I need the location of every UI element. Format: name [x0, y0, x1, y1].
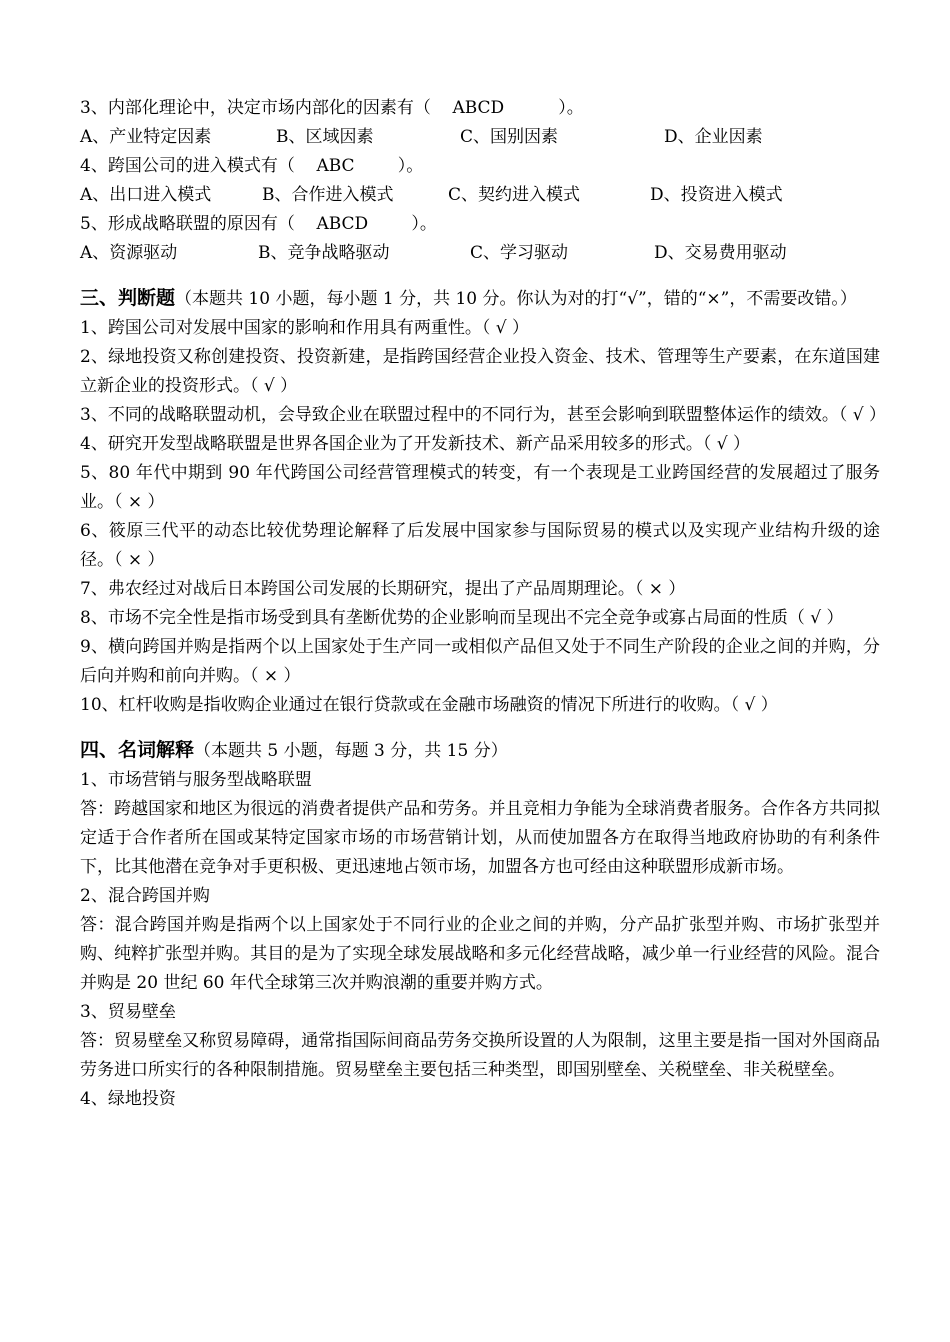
mc-option: B、竞争战略驱动	[258, 243, 390, 263]
mc-options	[80, 239, 880, 268]
mc-option: C、国别因素	[460, 127, 559, 147]
terms-section	[80, 736, 880, 1114]
mc-option: B、区域因素	[276, 127, 374, 147]
tf-item: 10、杠杆收购是指收购企业通过在银行贷款或在金融市场融资的情况下所进行的收购。（ √ ）	[80, 695, 778, 715]
tf-item: 8、市场不完全性是指市场受到具有垄断优势的企业影响而呈现出不完全竞争或寡占局面的性质（ √ ）	[80, 608, 844, 628]
mc-question: 4、跨国公司的进入模式有（ ABC ）。	[80, 156, 424, 176]
tf-item: 5、80 年代中期到 90 年代跨国公司经营管理模式的转变，有一个表现是工业跨国经营的发展超过了服务业。（ × ）	[80, 463, 880, 512]
section-heading: 三、判断题（本题共 10 小题，每小题 1 分，共 10 分。你认为对的打“√”，错的“×”，不需要改错。）	[80, 287, 857, 309]
section-heading: 四、名词解释（本题共 5 小题，每题 3 分，共 15 分）	[80, 739, 508, 761]
exam-page	[80, 94, 886, 1114]
term-answer: 答：混合跨国并购是指两个以上国家处于不同行业的企业之间的并购，分产品扩张型并购、市场扩张型并购、纯粹扩张型并购。其目的是为了实现全球发展战略和多元化经营战略，减少单一行业经营的风险。混合并购是 20 世纪 60 年代全球第三次并购浪潮的重要并购方式。	[80, 915, 880, 993]
mc-option: D、交易费用驱动	[654, 243, 787, 263]
tf-item: 7、弗农经过对战后日本跨国公司发展的长期研究，提出了产品周期理论。（ × ）	[80, 579, 686, 599]
term-answer: 答：跨越国家和地区为很远的消费者提供产品和劳务。并且竞相力争能为全球消费者服务。合作各方共同拟定适于合作者所在国或某特定国家市场的市场营销计划，从而使加盟各方在取得当地政府协助的有利条件下，比其他潜在竞争对手更积极、更迅速地占领市场，加盟各方也可经由这种联盟形成新市场。	[80, 799, 880, 877]
multiple-choice-section	[80, 94, 880, 268]
mc-option: C、契约进入模式	[448, 185, 581, 205]
term-title: 2、混合跨国并购	[80, 886, 210, 906]
mc-options	[80, 123, 880, 152]
mc-question: 3、内部化理论中，决定市场内部化的因素有（ ABCD ）。	[80, 98, 584, 118]
mc-option: A、出口进入模式	[80, 185, 212, 205]
tf-item: 9、横向跨国并购是指两个以上国家处于生产同一或相似产品但又处于不同生产阶段的企业之间的并购，分后向并购和前向并购。（ × ）	[80, 637, 880, 686]
mc-question: 5、形成战略联盟的原因有（ ABCD ）。	[80, 214, 437, 234]
term-title: 4、绿地投资	[80, 1089, 176, 1109]
term-title: 3、贸易壁垒	[80, 1002, 176, 1022]
term-title: 1、市场营销与服务型战略联盟	[80, 770, 312, 790]
tf-item: 6、筱原三代平的动态比较优势理论解释了后发展中国家参与国际贸易的模式以及实现产业结构升级的途径。（ × ）	[80, 521, 880, 570]
mc-option: B、合作进入模式	[262, 185, 394, 205]
tf-item: 1、跨国公司对发展中国家的影响和作用具有两重性。（ √ ）	[80, 318, 529, 338]
tf-item: 4、研究开发型战略联盟是世界各国企业为了开发新技术、新产品采用较多的形式。（ √ ）	[80, 434, 750, 454]
mc-option: A、资源驱动	[80, 243, 178, 263]
mc-options	[80, 181, 880, 210]
mc-option: A、产业特定因素	[80, 127, 212, 147]
mc-option: D、投资进入模式	[650, 185, 783, 205]
tf-item: 3、不同的战略联盟动机，会导致企业在联盟过程中的不同行为，甚至会影响到联盟整体运作的绩效。（ √ ）	[80, 405, 886, 425]
mc-option: C、学习驱动	[470, 243, 569, 263]
true-false-section	[80, 284, 886, 720]
mc-option: D、企业因素	[664, 127, 763, 147]
term-answer: 答：贸易壁垒又称贸易障碍，通常指国际间商品劳务交换所设置的人为限制，这里主要是指一国对外国商品劳务进口所实行的各种限制措施。贸易壁垒主要包括三种类型，即国别壁垒、关税壁垒、非关税壁垒。	[80, 1031, 880, 1080]
tf-item: 2、绿地投资又称创建投资、投资新建，是指跨国经营企业投入资金、技术、管理等生产要素，在东道国建立新企业的投资形式。（ √ ）	[80, 347, 880, 396]
